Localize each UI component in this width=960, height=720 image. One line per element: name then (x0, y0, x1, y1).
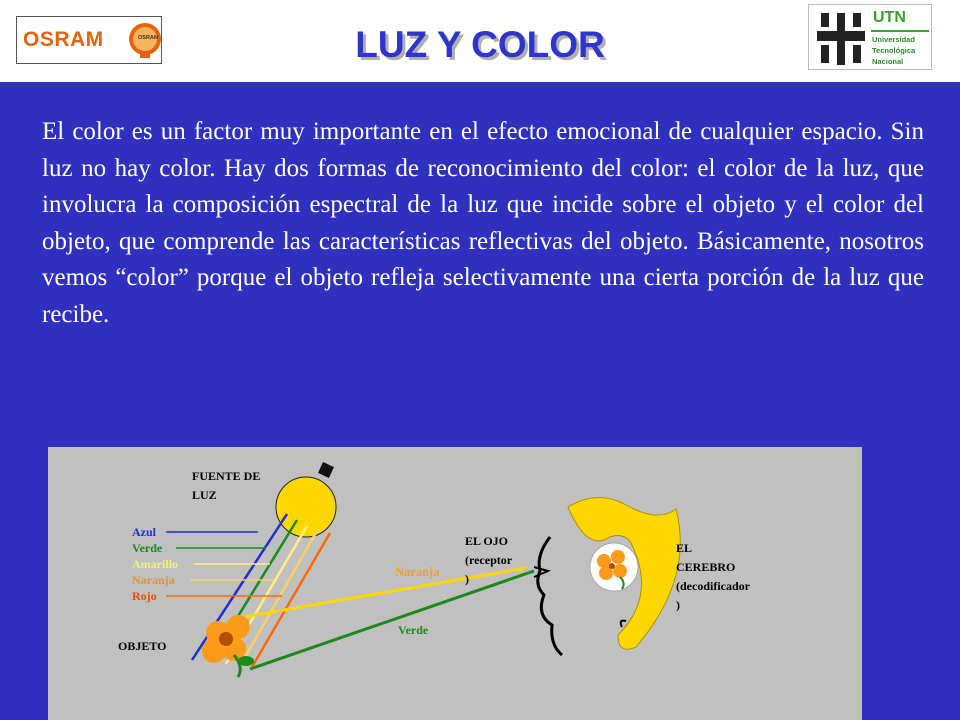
label-objeto: OBJETO (118, 639, 167, 653)
utn-emblem-icon (813, 9, 869, 67)
label-verde: Verde (132, 541, 163, 555)
body-paragraph: El color es un factor muy importante en el efecto emocional de cualquier espacio. Sin luz no hay color. Hay dos formas de reconocimiento del color: el color de la luz, que involucra la composición espectral de la luz que incide sobre el objeto y el color del objeto, que comprende las características reflectivas del objeto. Básicamente, nosotros vemos “color” porque el objeto refleja selectivamente una cierta porción de la luz que recibe. (42, 118, 924, 328)
label-cerebro-line3: (decodificador (676, 579, 750, 593)
label-cerebro-line4: ) (676, 598, 680, 612)
label-ojo-line1: EL OJO (465, 534, 509, 548)
label-el-cerebro (676, 539, 750, 615)
utn-line-nacional: Nacional (872, 57, 904, 66)
utn-line-universidad: Universidad (872, 35, 915, 44)
utn-line-tecnologica: Tecnológica (872, 46, 916, 55)
label-reflected-naranja: Naranja (395, 565, 440, 579)
label-naranja: Naranja (132, 573, 175, 587)
osram-bulb-label: OSRAM (138, 35, 159, 41)
label-reflected-verde: Verde (398, 623, 429, 637)
header-bar (0, 0, 960, 82)
label-fuente-line1: FUENTE DE (192, 469, 261, 483)
label-cerebro-line2: CEREBRO (676, 560, 736, 574)
page-title: LUZ Y COLOR (355, 24, 605, 65)
label-cerebro-line1: EL (676, 541, 693, 555)
label-amarillo: Amarillo (132, 557, 178, 571)
utn-divider (871, 30, 929, 32)
label-fuente-de-luz (192, 467, 260, 505)
light-color-diagram (48, 447, 862, 720)
label-rojo: Rojo (132, 589, 157, 603)
label-ojo-line2: (receptor (465, 553, 513, 567)
osram-wordmark: OSRAM (23, 28, 104, 51)
label-fuente-line2: LUZ (192, 488, 217, 502)
utn-logo (808, 4, 932, 70)
label-el-ojo (465, 532, 512, 589)
utn-name: UTN (873, 9, 906, 26)
label-ojo-line3: ) (465, 572, 469, 586)
label-azul: Azul (132, 525, 156, 539)
